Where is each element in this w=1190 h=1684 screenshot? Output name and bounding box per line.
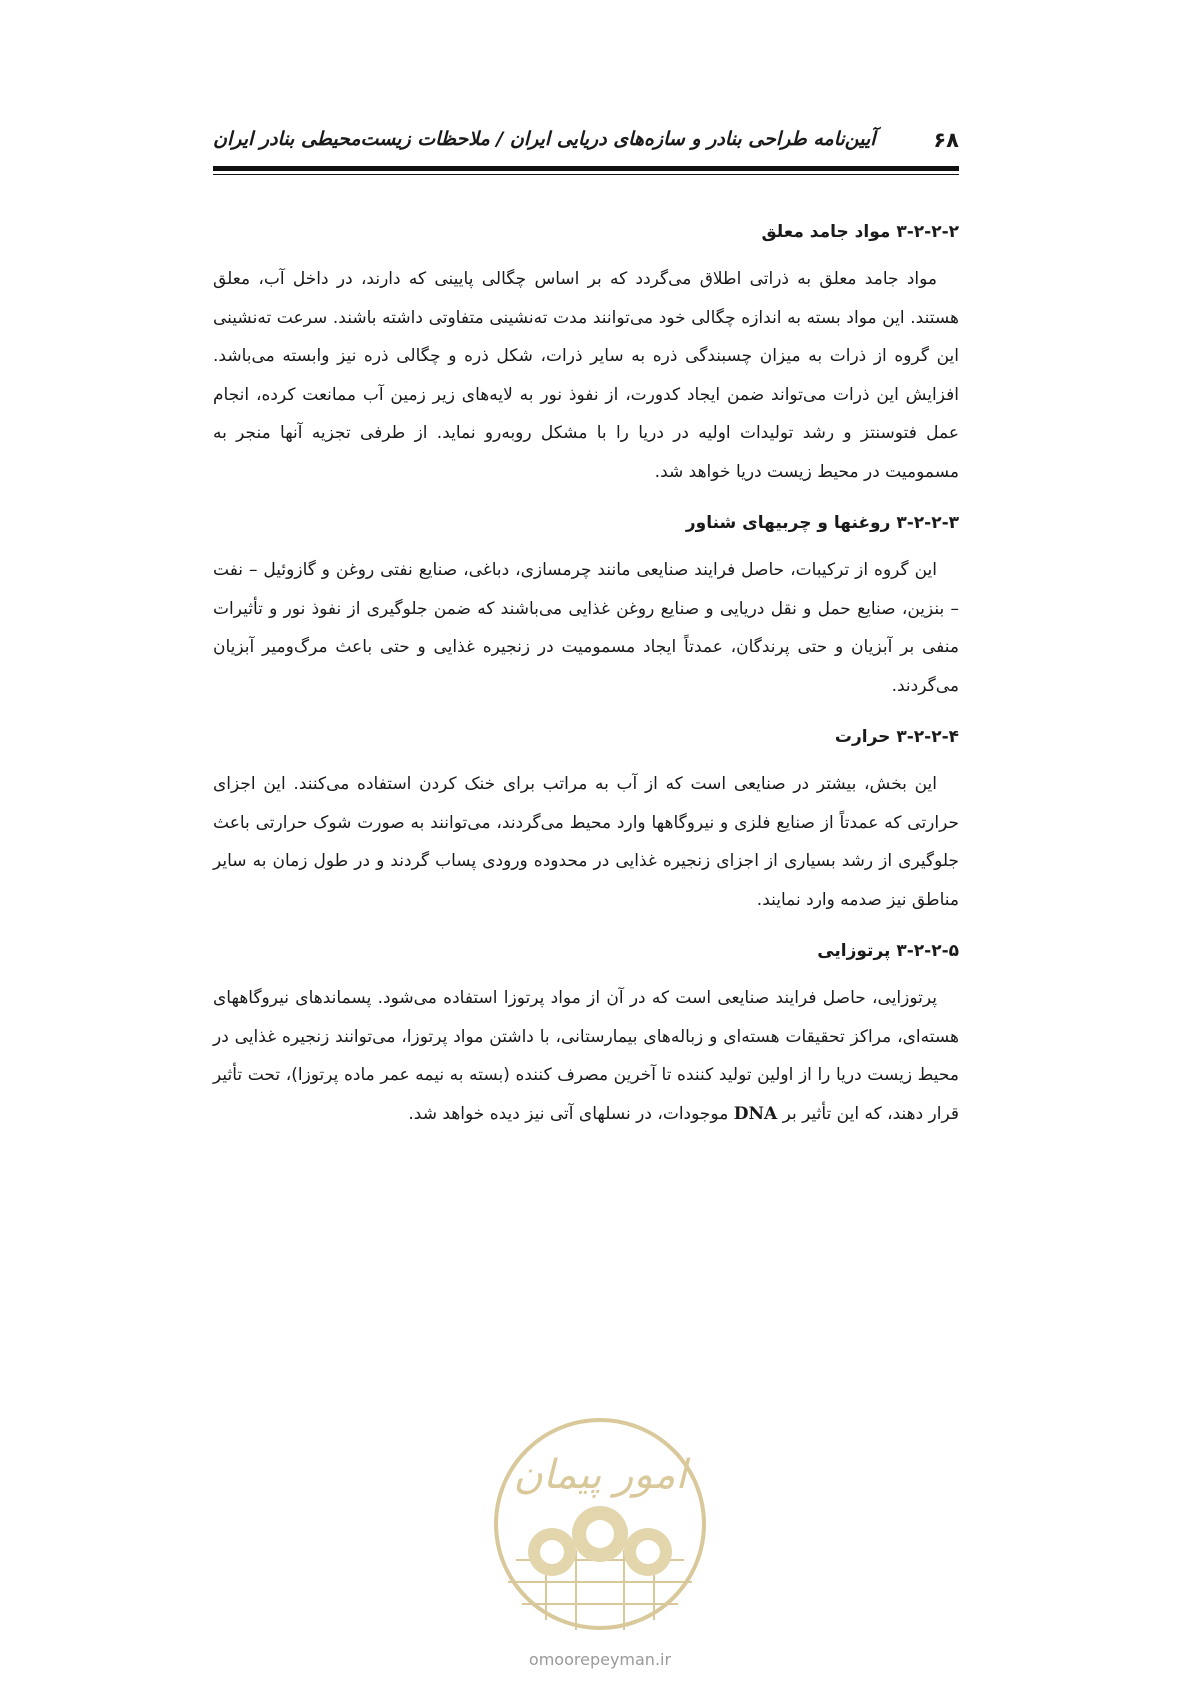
page-number: ۶۸: [933, 128, 959, 152]
watermark-logo: [486, 1410, 714, 1638]
section-suspended-solids: [213, 218, 959, 491]
document-body: [213, 218, 959, 1151]
watermark-site: omoorepeyman.ir: [528, 1650, 672, 1669]
section-heading: ۳-۲-۲-۴ حرارت: [834, 727, 959, 747]
page-header: [213, 128, 959, 154]
section-oils-and-greases: [213, 509, 959, 705]
section-paragraph: این بخش، بیشتر در صنایعی است که از آب به مراتب برای خنک کردن استفاده می‌کنند. این اجزای حرارتی که عمدتاً از صنایع فلزی و نیروگاهها وارد محیط می‌گردند، می‌توانند به صورت شوک حرارتی باعث جلوگیری از رشد بسیاری از اجزای زنجیره غذایی در محدوده ورودی پساب گردند و در طول زمان به سایر مناطق نیز صدمه وارد نمایند.: [213, 774, 959, 910]
section-heading: ۳-۲-۲-۳ روغنها و چربیهای شناور: [685, 513, 959, 533]
watermark-logo-text: امور پیمان: [513, 1452, 687, 1498]
section-paragraph: مواد جامد معلق به ذراتی اطلاق می‌گردد که بر اساس چگالی پایینی که دارند، در داخل آب، معلق هستند. این مواد بسته به اندازه چگالی خود می‌توانند مدت ته‌نشینی متفاوتی داشته باشند. سرعت ته‌نشینی این گروه از ذرات به میزان چسبندگی ذره به سایر ذرات، شکل ذره و چگالی ذره نیز وابسته می‌باشد. افزایش این ذرات می‌تواند ضمن ایجاد کدورت، از نفوذ نور به لایه‌های زیر زمین آب ممانعت کرده، انجام عمل فتوسنتز و رشد تولیدات اولیه در دریا را با مشکل روبه‌رو نماید. از طرفی تجزیه آنها منجر به مسمومیت در محیط زیست دریا خواهد شد.: [213, 269, 959, 482]
section-heat: [213, 723, 959, 919]
paragraph-text-after: موجودات، در نسلهای آتی نیز دیده خواهد شد.: [408, 1103, 729, 1124]
section-heading: ۳-۲-۲-۵ پرتوزایی: [817, 941, 959, 961]
section-heading: ۳-۲-۲-۲ مواد جامد معلق: [761, 222, 959, 242]
header-rule-thin: [213, 174, 959, 175]
dna-term: DNA: [733, 1103, 778, 1124]
section-radioactivity: [213, 937, 959, 1133]
section-paragraph: این گروه از ترکیبات، حاصل فرایند صنایعی مانند چرمسازی، دباغی، صنایع نفتی روغن و گازوئیل – نفت – بنزین، صنایع حمل و نقل دریایی و صنایع روغن غذایی می‌باشند که ضمن جلوگیری از نفوذ نور و تأثیرات منفی بر آبزیان و حتی پرندگان، عمدتاً ایجاد مسمومیت در زنجیره غذایی و حتی باعث مرگ‌ومیر آبزیان می‌گردند.: [213, 560, 959, 696]
paragraph-text-before: پرتوزایی، حاصل فرایند صنایعی است که در آن از مواد پرتوزا استفاده می‌شود. پسماندهای نیروگاههای هسته‌ای، مراکز تحقیقات هسته‌ای و زباله‌های بیمارستانی، با داشتن مواد پرتوزا، می‌توانند زنجیره غذایی در محیط زیست دریا را از اولین تولید کننده تا آخرین مصرف کننده (بسته به نیمه عمر ماده پرتوزا)، تحت تأثیر قرار دهند، که این تأثیر بر: [213, 988, 959, 1124]
header-rule-thick: [213, 166, 959, 171]
running-title: آیین‌نامه طراحی بنادر و سازه‌های دریایی ایران / ملاحظات زیست‌محیطی بنادر ایران: [213, 128, 876, 150]
section-paragraph: [213, 979, 959, 1133]
